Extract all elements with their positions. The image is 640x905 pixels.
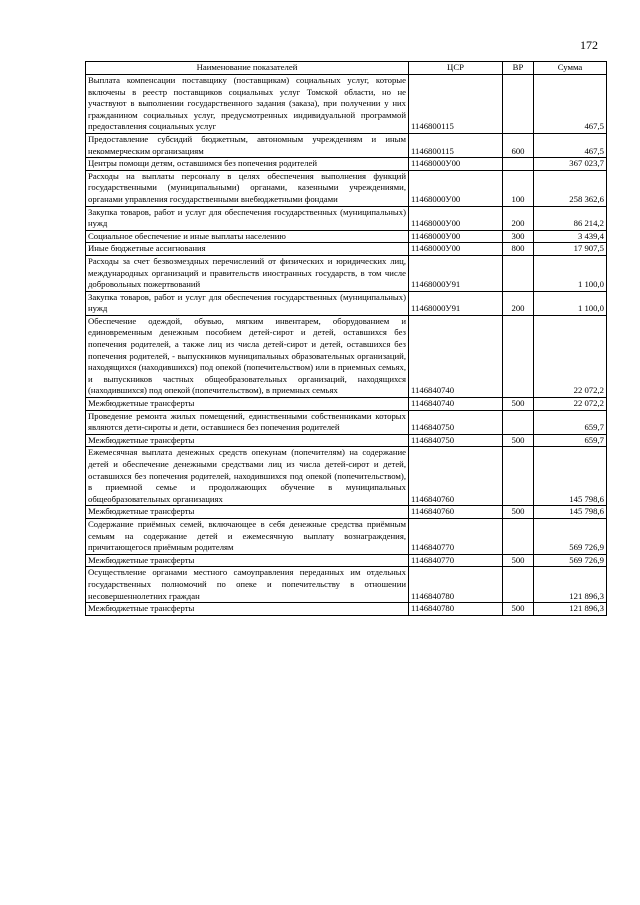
cell-sum: 1 100,0 [534, 291, 607, 315]
cell-sum: 569 726,9 [534, 554, 607, 567]
cell-sum: 659,7 [534, 434, 607, 447]
header-vr: ВР [503, 62, 534, 75]
table-row [86, 230, 607, 243]
cell-csr: 1146800115 [409, 75, 503, 134]
cell-csr: 1146800115 [409, 133, 503, 157]
cell-vr: 300 [503, 230, 534, 243]
table-row [86, 75, 607, 134]
cell-name: Предоставление субсидий бюджетным, автономным учреждениям и иным некоммерческим организациям [86, 133, 409, 157]
cell-csr: 11468000У00 [409, 170, 503, 206]
table-row [86, 398, 607, 411]
cell-vr [503, 255, 534, 291]
cell-csr: 11468000У00 [409, 243, 503, 256]
cell-name: Проведение ремонта жилых помещений, единственными собственниками которых являются дети-сироты и дети, оставшиеся без попечения родителей [86, 410, 409, 434]
cell-name: Межбюджетные трансферты [86, 554, 409, 567]
cell-sum: 121 896,3 [534, 603, 607, 616]
cell-name: Обеспечение одеждой, обувью, мягким инвентарем, оборудованием и единовременным денежным пособием детей-сирот и детей, оставшихся без попечения родителей, а также лиц из числа детей-сирот и детей, оставшихся без попечения родителей, - выпускников муниципальных образовательных организаций, находящихся (находившихся) под опекой (попечительством) или в приемных семьях, и выпускников частных общеобразовательных организаций, находящихся (находившихся) под опекой (попечительством), в приемных семьях [86, 315, 409, 397]
table-row [86, 243, 607, 256]
cell-vr: 100 [503, 170, 534, 206]
cell-name: Расходы за счет безвозмездных перечислений от физических и юридических лиц, международных организаций и правительств иностранных государств, в том числе добровольных пожертвований [86, 255, 409, 291]
table-row [86, 255, 607, 291]
cell-name: Ежемесячная выплата денежных средств опекунам (попечителям) на содержание детей и обеспечение денежными средствами лиц из числа детей-сирот и детей, оставшихся без попечения родителей, находившихся под опекой (попечительством), в приемной семье и продолжающих обучение в муниципальных общеобразовательных организациях [86, 447, 409, 506]
cell-name: Закупка товаров, работ и услуг для обеспечения государственных (муниципальных) нужд [86, 206, 409, 230]
cell-vr: 600 [503, 133, 534, 157]
table-row [86, 518, 607, 554]
cell-csr: 1146840770 [409, 554, 503, 567]
cell-csr: 11468000У00 [409, 230, 503, 243]
cell-vr [503, 75, 534, 134]
cell-csr: 1146840780 [409, 603, 503, 616]
cell-name: Социальное обеспечение и иные выплаты населению [86, 230, 409, 243]
table-row [86, 206, 607, 230]
cell-csr: 1146840750 [409, 410, 503, 434]
cell-vr: 200 [503, 291, 534, 315]
cell-csr: 1146840760 [409, 506, 503, 519]
cell-vr: 500 [503, 554, 534, 567]
cell-vr [503, 315, 534, 397]
cell-sum: 258 362,6 [534, 170, 607, 206]
cell-sum: 569 726,9 [534, 518, 607, 554]
cell-vr: 500 [503, 434, 534, 447]
cell-sum: 145 798,6 [534, 447, 607, 506]
cell-name: Содержание приёмных семей, включающее в себя денежные средства приёмным семьям на содержание детей и ежемесячную выплату вознаграждения, причитающегося приёмным родителям [86, 518, 409, 554]
cell-csr: 1146840760 [409, 447, 503, 506]
cell-name: Осуществление органами местного самоуправления переданных им отдельных государственных полномочий по опеке и попечительству в отношении несовершеннолетних граждан [86, 567, 409, 603]
cell-csr: 1146840770 [409, 518, 503, 554]
table-row [86, 447, 607, 506]
cell-csr: 11468000У91 [409, 291, 503, 315]
table-header-row [86, 62, 607, 75]
table-row [86, 170, 607, 206]
cell-sum: 659,7 [534, 410, 607, 434]
cell-sum: 86 214,2 [534, 206, 607, 230]
cell-sum: 367 023,7 [534, 158, 607, 171]
table-row [86, 315, 607, 397]
table-row [86, 554, 607, 567]
header-sum: Сумма [534, 62, 607, 75]
table-row [86, 410, 607, 434]
cell-sum: 22 072,2 [534, 398, 607, 411]
cell-name: Межбюджетные трансферты [86, 603, 409, 616]
cell-vr: 500 [503, 398, 534, 411]
page-number: 172 [580, 38, 598, 52]
cell-name: Закупка товаров, работ и услуг для обеспечения государственных (муниципальных) нужд [86, 291, 409, 315]
table-row [86, 506, 607, 519]
cell-name: Межбюджетные трансферты [86, 398, 409, 411]
cell-csr: 11468000У91 [409, 255, 503, 291]
table-row [86, 291, 607, 315]
cell-vr [503, 410, 534, 434]
cell-csr: 11468000У00 [409, 206, 503, 230]
cell-sum: 17 907,5 [534, 243, 607, 256]
table-row [86, 603, 607, 616]
cell-sum: 467,5 [534, 75, 607, 134]
cell-vr [503, 567, 534, 603]
cell-csr: 1146840750 [409, 434, 503, 447]
table-row [86, 567, 607, 603]
cell-vr: 500 [503, 603, 534, 616]
cell-sum: 22 072,2 [534, 315, 607, 397]
cell-csr: 1146840780 [409, 567, 503, 603]
cell-vr [503, 518, 534, 554]
cell-name: Центры помощи детям, оставшимся без попечения родителей [86, 158, 409, 171]
cell-vr [503, 447, 534, 506]
budget-table [85, 61, 607, 616]
table-row [86, 158, 607, 171]
table-row [86, 133, 607, 157]
cell-csr: 1146840740 [409, 315, 503, 397]
cell-name: Иные бюджетные ассигнования [86, 243, 409, 256]
cell-sum: 3 439,4 [534, 230, 607, 243]
cell-sum: 145 798,6 [534, 506, 607, 519]
cell-csr: 11468000У00 [409, 158, 503, 171]
header-name: Наименование показателей [86, 62, 409, 75]
cell-sum: 1 100,0 [534, 255, 607, 291]
cell-vr: 800 [503, 243, 534, 256]
cell-name: Выплата компенсации поставщику (поставщикам) социальных услуг, которые включены в реестр поставщиков социальных услуг Томской области, но не участвуют в выполнении государственного задания (заказа), при получении у них гражданином социальных услуг, предусмотренных индивидуальной программой предоставления социальных услуг [86, 75, 409, 134]
cell-vr: 500 [503, 506, 534, 519]
header-csr: ЦСР [409, 62, 503, 75]
table-row [86, 434, 607, 447]
cell-sum: 467,5 [534, 133, 607, 157]
cell-name: Расходы на выплаты персоналу в целях обеспечения выполнения функций государственными (муниципальными) органами, казенными учреждениями, органами управления государственными внебюджетными фондами [86, 170, 409, 206]
cell-name: Межбюджетные трансферты [86, 506, 409, 519]
cell-name: Межбюджетные трансферты [86, 434, 409, 447]
cell-csr: 1146840740 [409, 398, 503, 411]
cell-vr: 200 [503, 206, 534, 230]
cell-sum: 121 896,3 [534, 567, 607, 603]
cell-vr [503, 158, 534, 171]
